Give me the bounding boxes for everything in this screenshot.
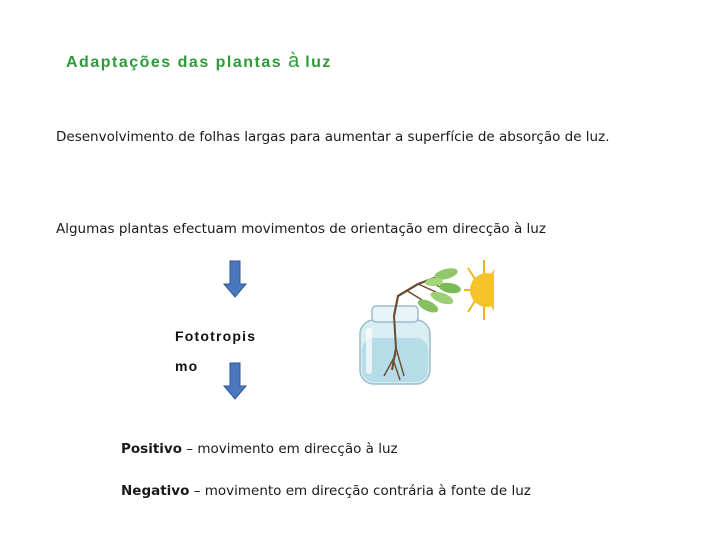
page-title	[66, 50, 332, 73]
positive-label: Positivo	[121, 441, 182, 457]
positive-definition	[121, 441, 398, 457]
negative-definition	[121, 483, 531, 499]
negative-text: – movimento em direcção contrária à fonte de luz	[193, 483, 531, 499]
title-suffix-a: à	[288, 50, 300, 72]
sun-icon	[464, 258, 498, 328]
text-orientation-movement: Algumas plantas efectuam movimentos de orientação em direcção à luz	[56, 221, 546, 237]
positive-text: – movimento em direcção à luz	[186, 441, 398, 457]
negative-label: Negativo	[121, 483, 190, 499]
arrow-down-icon	[223, 362, 247, 400]
text-broad-leaves: Desenvolvimento de folhas largas para aumentar a superfície de absorção de luz.	[56, 129, 610, 145]
arrow-down-icon	[223, 260, 247, 298]
plant-jar-illustration	[356, 258, 498, 388]
phototropism-line2: mo	[175, 358, 199, 374]
title-suffix-luz: luz	[305, 54, 332, 71]
phototropism-line1: Fototropis	[175, 328, 257, 344]
title-main: Adaptações das plantas	[66, 54, 283, 71]
